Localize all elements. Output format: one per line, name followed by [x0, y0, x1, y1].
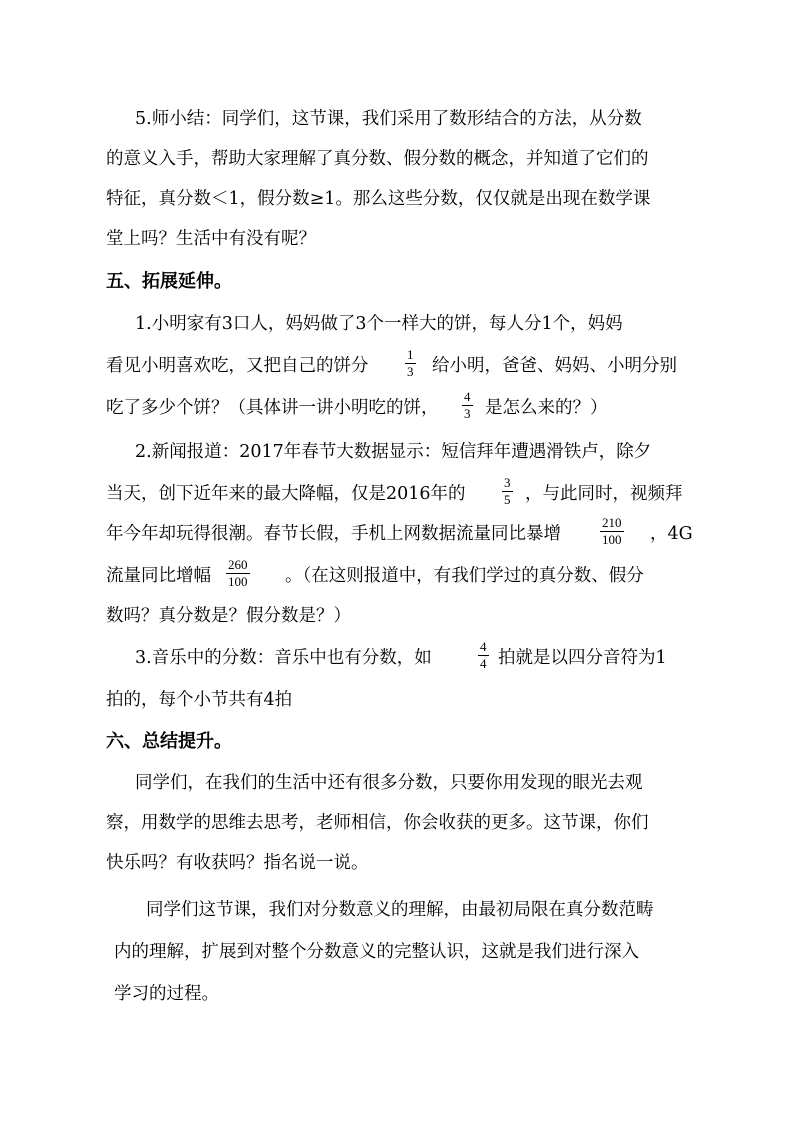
item2-line-2b: ，与此同时，视频拜 — [525, 484, 683, 504]
item2-line-2a: 当天，创下近年来的最大降幅，仅是2016年的 — [106, 484, 466, 504]
fraction-denominator: 4 — [480, 656, 487, 671]
item1-line-3a: 吃了多少个饼？（具体讲一讲小明吃的饼， — [106, 398, 439, 418]
fraction-one-third — [405, 348, 416, 379]
fraction-numerator: 210 — [602, 515, 622, 530]
fraction-denominator: 5 — [504, 492, 511, 507]
heading-summary: 六、总结提升。 — [106, 731, 232, 752]
fraction-numerator: 4 — [480, 639, 487, 654]
item2-line-4a: 流量同比增幅 — [106, 566, 211, 586]
fraction-denominator: 100 — [228, 574, 248, 589]
sec5-line-4: 堂上吗？生活中有没有呢？ — [106, 229, 316, 249]
item1-line-3b: 是怎么来的？） — [485, 398, 608, 418]
item1-line-2a: 看见小明喜欢吃，又把自己的饼分 — [106, 356, 369, 376]
item2-line-3a: 年今年却玩得很潮。春节长假，手机上网数据流量同比暴增 — [106, 524, 561, 544]
sec6-line-3: 快乐吗？有收获吗？指名说一说。 — [106, 853, 369, 873]
fraction-four-thirds — [462, 390, 473, 421]
fraction-numerator: 3 — [504, 475, 511, 490]
item2-line-5: 数吗？真分数是？假分数是？） — [106, 606, 351, 626]
item1-line-2b: 给小明，爸爸、妈妈、小明分别 — [432, 356, 677, 376]
fraction-four-fourths — [478, 640, 489, 671]
heading-extension: 五、拓展延伸。 — [106, 271, 232, 292]
item2-line-4b: 。（在这则报道中，有我们学过的真分数、假分 — [285, 566, 644, 586]
sec5-line-3: 特征，真分数＜1，假分数≥1。那么这些分数，仅仅就是出现在数学课 — [106, 189, 651, 209]
sec6-line-1: 同学们，在我们的生活中还有很多分数，只要你用发现的眼光去观 — [135, 773, 643, 793]
fraction-denominator: 3 — [407, 364, 414, 379]
fraction-260-100 — [226, 558, 250, 589]
closing-line-1: 同学们这节课，我们对分数意义的理解，由最初局限在真分数范畴 — [146, 900, 654, 920]
item2-line-1: 2.新闻报道：2017年春节大数据显示：短信拜年遭遇滑铁卢，除夕 — [135, 442, 652, 462]
sec6-line-2: 察，用数学的思维去思考，老师相信，你会收获的更多。这节课，你们 — [106, 813, 649, 833]
fraction-numerator: 4 — [464, 389, 471, 404]
fraction-numerator: 1 — [407, 347, 414, 362]
sec5-line-2: 的意义入手，帮助大家理解了真分数、假分数的概念，并知道了它们的 — [106, 149, 649, 169]
closing-line-3: 学习的过程。 — [114, 984, 219, 1004]
item3-line-2: 拍的，每个小节共有4拍 — [106, 690, 293, 710]
item3-line-1b: 拍就是以四分音符为1 — [498, 648, 667, 668]
sec5-line-1: 5.师小结：同学们，这节课，我们采用了数形结合的方法，从分数 — [135, 109, 642, 129]
closing-line-2: 内的理解，扩展到对整个分数意义的完整认识，这就是我们进行深入 — [114, 942, 639, 962]
fraction-denominator: 3 — [464, 406, 471, 421]
fraction-three-fifths — [502, 476, 513, 507]
item3-line-1a: 3.音乐中的分数：音乐中也有分数，如 — [135, 648, 432, 668]
item2-line-3b: ，4G — [650, 524, 693, 544]
fraction-210-100 — [600, 516, 624, 547]
fraction-numerator: 260 — [228, 557, 248, 572]
item1-line-1: 1.小明家有3口人，妈妈做了3个一样大的饼，每人分1个，妈妈 — [135, 314, 623, 334]
fraction-denominator: 100 — [602, 532, 622, 547]
